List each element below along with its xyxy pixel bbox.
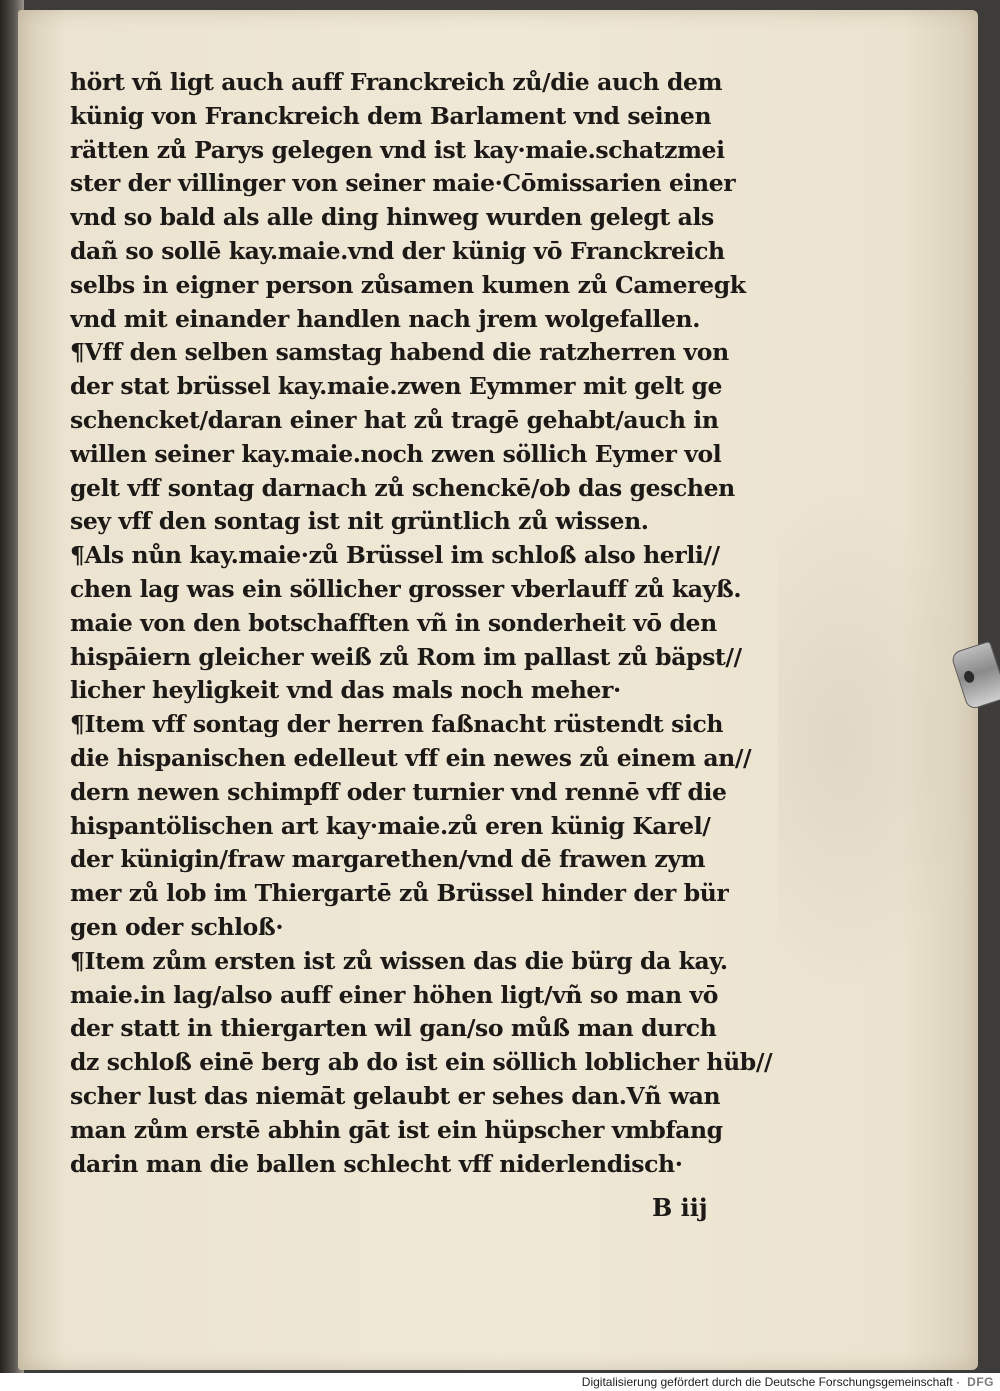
text-line: licher heyligkeit vnd das mals noch meher·: [70, 676, 621, 705]
footer-credit: Digitalisierung gefördert durch die Deutsche Forschungsgemeinschaft ·: [581, 1375, 960, 1389]
text-line: schencket/daran einer hat zů tragē gehabt/auch in: [70, 405, 719, 434]
text-line: ¶Als nůn kay.maie·zů Brüssel im schloß also herli//: [70, 541, 720, 570]
dfg-logo: DFG: [967, 1375, 994, 1389]
text-line: der stat brüssel kay.maie.zwen Eymmer mit gelt ge: [70, 372, 723, 401]
text-line: chen lag was ein söllicher grosser vberlauff zů kayß.: [70, 574, 742, 603]
text-line: scher lust das niemāt gelaubt er sehes dan.Vñ wan: [70, 1081, 721, 1110]
text-line: gelt vff sontag darnach zů schenckē/ob das geschen: [70, 473, 735, 502]
text-line: der statt in thiergarten wil gan/so můß man durch: [70, 1014, 717, 1043]
text-line: maie.in lag/also auff einer höhen ligt/vñ so man vō: [70, 980, 719, 1009]
text-line: maie von den botschafften vñ in sonderheit vō den: [70, 608, 717, 637]
text-line: die hispanischen edelleut vff ein newes zů einem an//: [70, 743, 752, 772]
text-line: ster der villinger von seiner maie·Cōmissarien einer: [70, 169, 736, 198]
text-line: vnd so bald als alle ding hinweg wurden gelegt als: [70, 203, 714, 232]
text-line: künig von Franckreich dem Barlament vnd seinen: [70, 101, 712, 130]
text-line: man zům erstē abhin gāt ist ein hüpscher vmbfang: [70, 1115, 723, 1144]
text-line: rätten zů Parys gelegen vnd ist kay·maie.schatzmei: [70, 135, 725, 164]
text-line: ¶Vff den selben samstag habend die ratzherren von: [70, 338, 729, 367]
signature-mark: B iij: [652, 1193, 708, 1222]
text-line: vnd mit einander handlen nach jrem wolgefallen.: [70, 304, 700, 333]
text-line: der künigin/fraw margarethen/vnd dē frawen zym: [70, 845, 706, 874]
text-line: darin man die ballen schlecht vff niderlendisch·: [70, 1149, 683, 1178]
text-line: willen seiner kay.maie.noch zwen söllich Eymer vol: [70, 439, 722, 468]
text-line: sey vff den sontag ist nit grüntlich zů wissen.: [70, 507, 649, 536]
text-line: hispantölischen art kay·maie.zů eren künig Karel/: [70, 811, 711, 840]
text-line: gen oder schloß·: [70, 912, 284, 941]
text-line: ¶Item vff sontag der herren faßnacht rüstendt sich: [70, 710, 724, 739]
page-text-block: [70, 66, 790, 1181]
text-line: dern newen schimpff oder turnier vnd rennē vff die: [70, 777, 727, 806]
text-line: hört vñ ligt auch auff Franckreich zů/die auch dem: [70, 68, 723, 96]
text-line: ¶Item zům ersten ist zů wissen das die bürg da kay.: [70, 946, 728, 975]
text-line: dz schloß einē berg ab do ist ein söllich loblicher hüb//: [70, 1048, 773, 1077]
text-line: mer zů lob im Thiergartē zů Brüssel hinder der bür: [70, 879, 729, 908]
text-line: selbs in eigner person zůsamen kumen zů Cameregk: [70, 270, 746, 299]
page-bleed-through: [778, 490, 978, 990]
footer-bar: [0, 1373, 1000, 1391]
text-line: dañ so sollē kay.maie.vnd der künig vō Franckreich: [70, 236, 725, 265]
text-line: hispāiern gleicher weiß zů Rom im pallast zů bäpst//: [70, 642, 742, 671]
